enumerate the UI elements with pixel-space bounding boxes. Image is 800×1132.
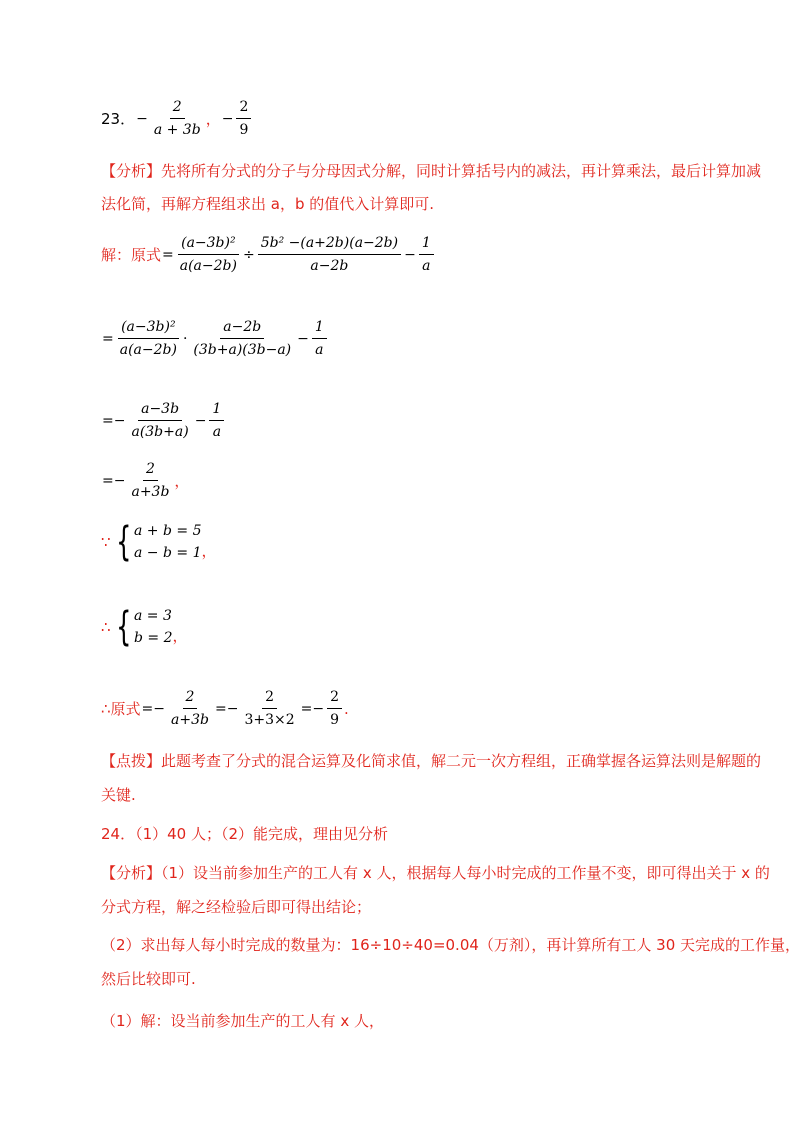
equals-sign: =−: [214, 700, 239, 717]
fraction: $\frac{\text{5b² −(a+2b)(a−2b)}}{a-2b}$: [258, 234, 401, 275]
equals-sign: =: [102, 330, 114, 347]
solution-prefix: 解：原式: [101, 246, 162, 264]
system-lines: [134, 605, 173, 649]
equals-sign: =−: [300, 700, 325, 717]
solution-line: （1）解：设当前参加生产的工人有 x 人，: [101, 1012, 384, 1030]
fraction: $\frac{1}{a}$: [312, 318, 327, 359]
final-evaluation: [101, 688, 349, 729]
divide-sign: ÷: [242, 246, 255, 263]
solution-step-4: [101, 460, 189, 501]
q23-answer: [101, 98, 253, 139]
minus-sign: −: [136, 110, 148, 127]
fraction: $\frac{\text{(a−3b)²}}{a(a-2b)}$: [119, 319, 177, 358]
analysis-line: 【分析】（1）设当前参加生产的工人有 x 人，根据每人每小时完成的工作量不变，即可得出关于 x 的: [101, 864, 770, 882]
q24-answer: 24．（1）40 人；（2）能完成，理由见分析: [101, 825, 389, 843]
equals-sign: =−: [102, 472, 126, 489]
fraction: $\frac{a-2b}{(3b+a)(3b-a)}$: [193, 319, 292, 358]
analysis-line: 【分析】先将所有分式的分子与分母因式分解，同时计算括号内的减法，再计算乘法，最后计算加减: [101, 162, 762, 180]
separator: ，: [205, 110, 221, 128]
solution-step-1: [101, 234, 436, 275]
brace-icon: {: [115, 604, 131, 650]
period: .: [344, 699, 349, 718]
tip-line: 关键.: [101, 786, 136, 804]
analysis-line: 法化简，再解方程组求出 a，b 的值代入计算即可.: [101, 195, 435, 213]
fraction: $\frac{2}{9}$: [327, 688, 342, 729]
minus-sign: −: [404, 246, 416, 263]
equation-line: a − b = 1: [134, 545, 202, 561]
fraction: $\frac{1}{a}$: [209, 400, 224, 441]
brace-icon: {: [115, 519, 131, 565]
analysis-line: （2）求出每人每小时完成的数量为：16÷10÷40=0.04（万剂），再计算所有工人 30 天完成的工作量，: [101, 936, 800, 954]
analysis-line: 然后比较即可.: [101, 970, 196, 988]
fraction: $\frac{2}{a+3b}$: [131, 461, 170, 500]
therefore-symbol: ∴: [101, 618, 111, 636]
system-lines: [134, 520, 201, 564]
tip-line: 【点拨】此题考查了分式的混合运算及化简求值，解二元一次方程组，正确掌握各运算法则是解题的: [101, 752, 762, 770]
multiply-dot: ·: [182, 330, 188, 347]
fraction: $\frac{\text{(a−3b)²}}{a(a-2b)}$: [179, 235, 237, 274]
fraction: $\frac{2}{9}$: [236, 98, 251, 139]
fraction: $\frac{2}{a+3b}$: [171, 689, 209, 728]
analysis-line: 分式方程，解之经检验后即可得出结论；: [101, 898, 372, 916]
equation-line: a + b = 5: [134, 523, 202, 539]
solution-step-3: [101, 400, 226, 441]
because-symbol: ∵: [101, 533, 111, 551]
comma: ，: [174, 472, 190, 490]
fraction: $\frac{2}{a + 3b}$: [153, 99, 201, 138]
equation-system-solution: [101, 605, 188, 649]
minus-sign: −: [194, 412, 207, 429]
final-prefix: ∴原式: [101, 700, 141, 718]
fraction: $\frac{1}{a}$: [419, 234, 434, 275]
solution-step-2: [101, 318, 329, 359]
q23-label: 23．: [101, 110, 136, 128]
fraction: $\frac{a-3b}{a(3b+a)}$: [131, 401, 189, 440]
equation-line: b = 2: [134, 630, 173, 646]
minus-sign: −: [297, 330, 309, 347]
equation-line: a = 3: [134, 608, 172, 624]
equals-sign: =: [162, 246, 174, 263]
equals-sign: =−: [102, 412, 126, 429]
equation-system-given: [101, 520, 217, 564]
comma: ，: [172, 626, 188, 645]
minus-sign: −: [221, 110, 234, 127]
equals-sign: =−: [141, 700, 166, 717]
comma: ，: [201, 541, 217, 560]
fraction: $\frac{2}{3+3\times 2}$: [244, 689, 295, 728]
